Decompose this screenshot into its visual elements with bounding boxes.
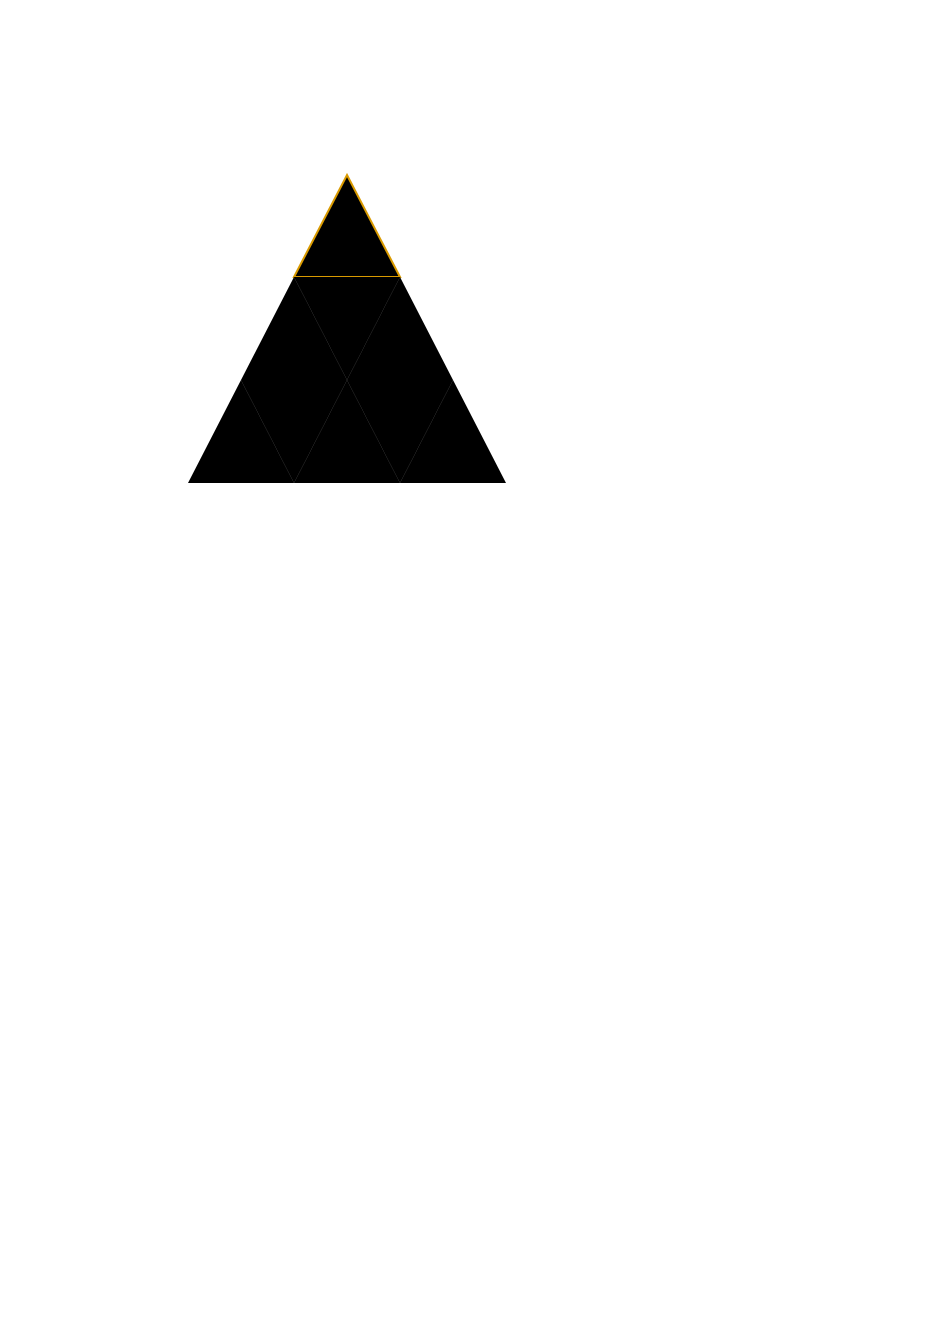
document-content — [142, 145, 892, 535]
brand-pyramid-figure — [182, 165, 512, 495]
pyramid-top-tile — [294, 175, 400, 277]
brand-pyramid-diagram — [182, 165, 512, 495]
